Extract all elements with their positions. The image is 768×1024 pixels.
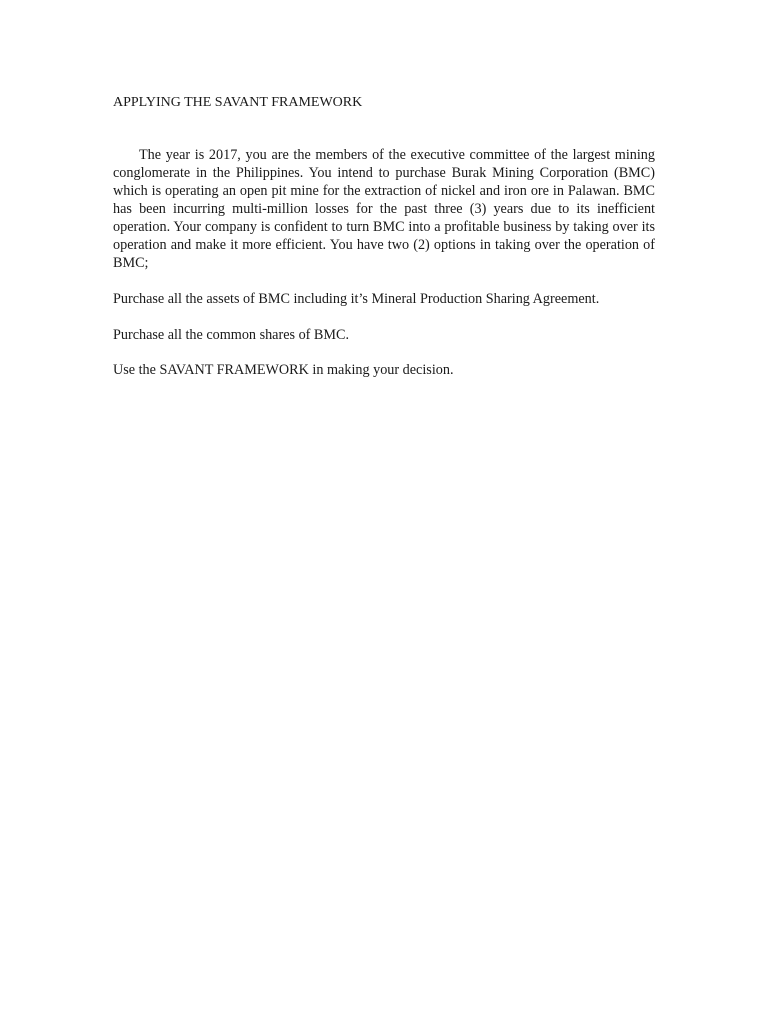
- document-title: APPLYING THE SAVANT FRAMEWORK: [113, 95, 363, 110]
- option-paragraph-shares: Purchase all the common shares of BMC.: [113, 327, 350, 343]
- instruction-paragraph: Use the SAVANT FRAMEWORK in making your decision.: [113, 362, 454, 378]
- intro-paragraph: The year is 2017, you are the members of the executive committee of the largest mining conglomerate in the Philippines. You intend to purchase Burak Mining Corporation (BMC) which is operating an open pit mine for the extraction of nickel and iron ore in Palawan. BMC has been incurring multi-million losses for the past three (3) years due to its inefficient operation. Your company is confident to turn BMC into a profitable business by taking over its operation and make it more efficient. You have two (2) options in taking over the operation of BMC;: [113, 147, 655, 271]
- option-paragraph-assets: Purchase all the assets of BMC including it’s Mineral Production Sharing Agreement.: [113, 291, 600, 307]
